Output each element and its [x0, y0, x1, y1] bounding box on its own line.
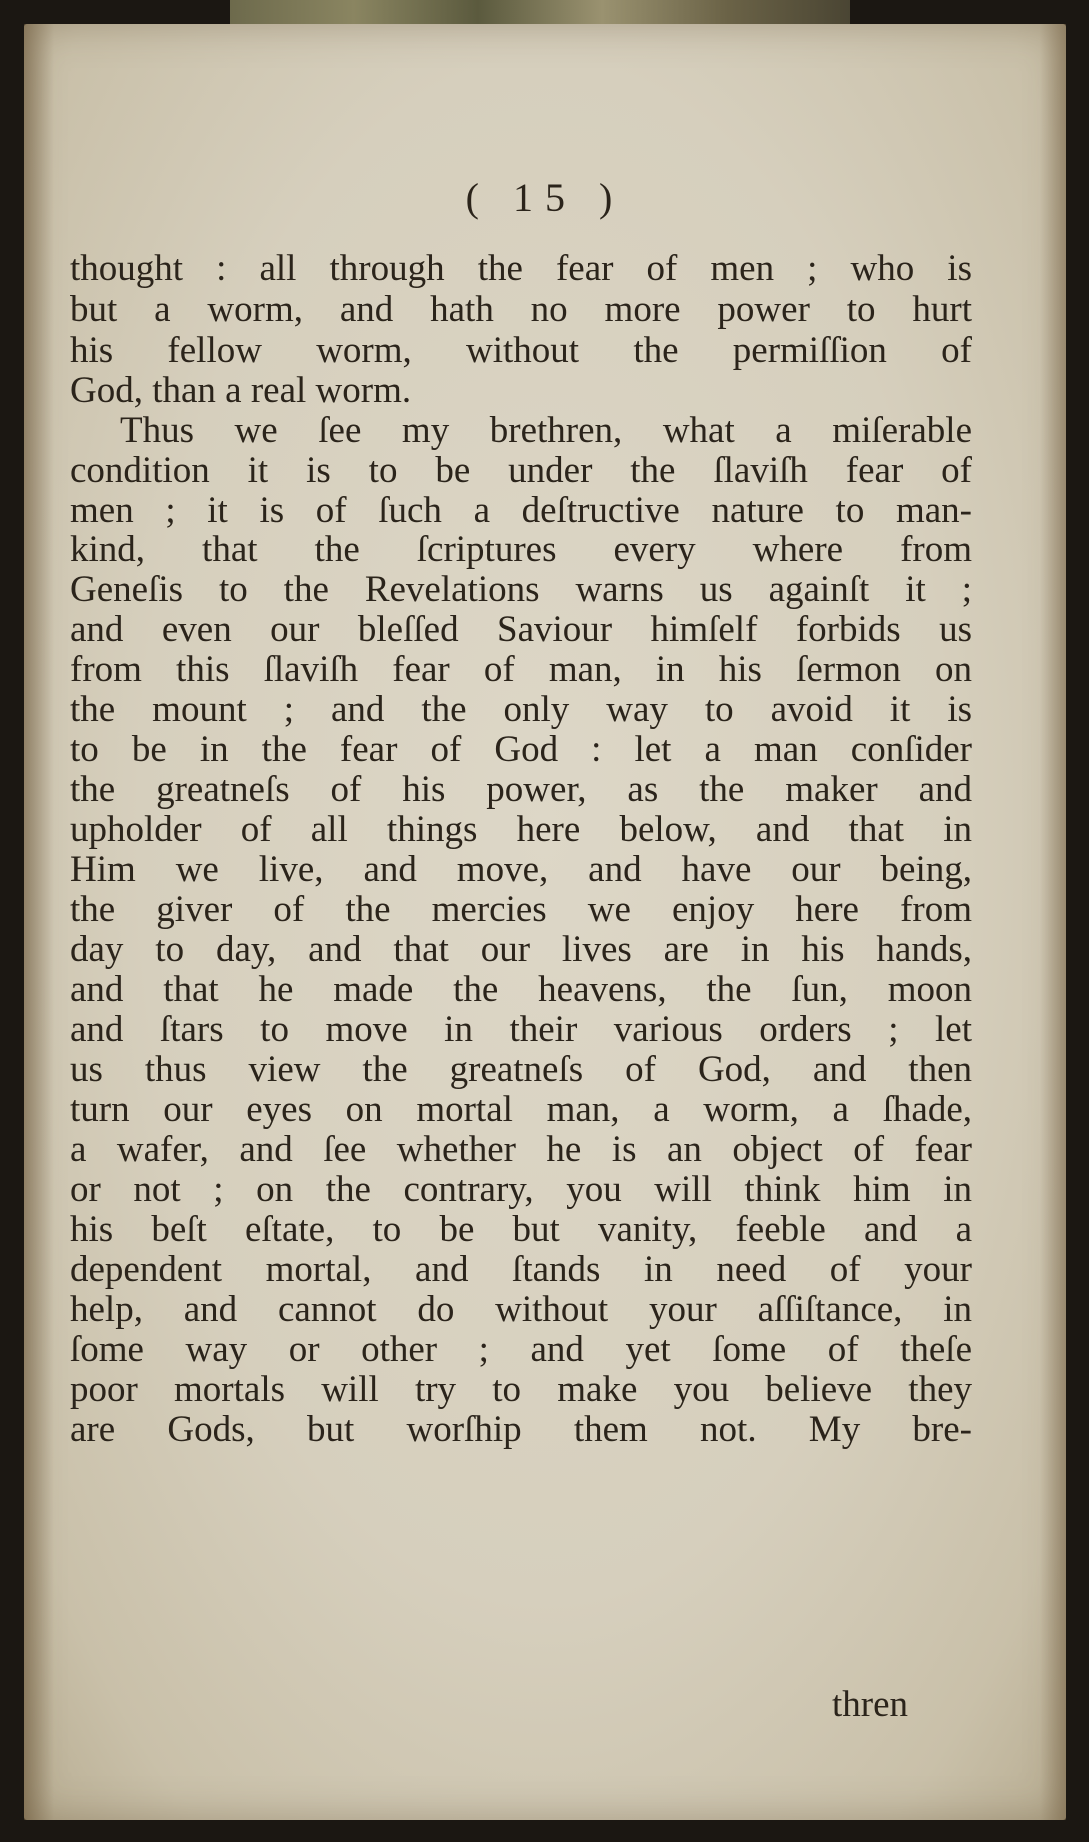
page-edge-shadow	[1040, 24, 1066, 1820]
text-line: dependent mortal, and ſtands in need of your	[70, 1249, 972, 1290]
text-line: turn our eyes on mortal man, a worm, a ſhade,	[70, 1089, 972, 1130]
text-line: poor mortals will try to make you believe they	[70, 1369, 972, 1410]
book-top-edge	[230, 0, 850, 26]
book-page	[24, 24, 1066, 1820]
paragraph-first-line: Thus we ſee my brethren, what a miſerable	[120, 410, 972, 451]
text-line: us thus view the greatneſs of God, and then	[70, 1049, 972, 1090]
text-line: his fellow worm, without the permiſſion of	[70, 330, 972, 371]
text-line: men ; it is of ſuch a deſtructive nature to man-	[70, 490, 972, 531]
text-line: a wafer, and ſee whether he is an object of fear	[70, 1129, 972, 1170]
page-gutter-shadow	[24, 24, 54, 1820]
text-line: upholder of all things here below, and that in	[70, 809, 972, 850]
text-line: thought : all through the fear of men ; who is	[70, 248, 972, 289]
text-line: and even our bleſſed Saviour himſelf forbids us	[70, 609, 972, 650]
text-line: Geneſis to the Revelations warns us againſt it ;	[70, 569, 972, 610]
text-line: kind, that the ſcriptures every where from	[70, 529, 972, 570]
text-line: the greatneſs of his power, as the maker and	[70, 769, 972, 810]
text-line: and that he made the heavens, the ſun, moon	[70, 969, 972, 1010]
text-line: to be in the fear of God : let a man conſider	[70, 729, 972, 770]
text-line: ſome way or other ; and yet ſome of theſe	[70, 1329, 972, 1370]
text-line: but a worm, and hath no more power to hurt	[70, 289, 972, 330]
text-line: from this ſlaviſh fear of man, in his ſermon on	[70, 649, 972, 690]
text-line: or not ; on the contrary, you will think him in	[70, 1169, 972, 1210]
text-line: God, than a real worm.	[70, 370, 412, 411]
text-line: Him we live, and move, and have our being,	[70, 849, 972, 890]
page-number: ( 15 )	[465, 175, 625, 220]
text-line: his beſt eſtate, to be but vanity, feeble and a	[70, 1209, 972, 1250]
catchword: thren	[832, 1684, 909, 1725]
text-line: and ſtars to move in their various orders ; let	[70, 1009, 972, 1050]
text-line: condition it is to be under the ſlaviſh fear of	[70, 450, 972, 491]
text-line: the mount ; and the only way to avoid it is	[70, 689, 972, 730]
text-line: help, and cannot do without your aſſiſtance, in	[70, 1289, 972, 1330]
text-line: are Gods, but worſhip them not. My bre-	[70, 1409, 972, 1450]
text-line: day to day, and that our lives are in his hands,	[70, 929, 972, 970]
text-line: the giver of the mercies we enjoy here from	[70, 889, 972, 930]
